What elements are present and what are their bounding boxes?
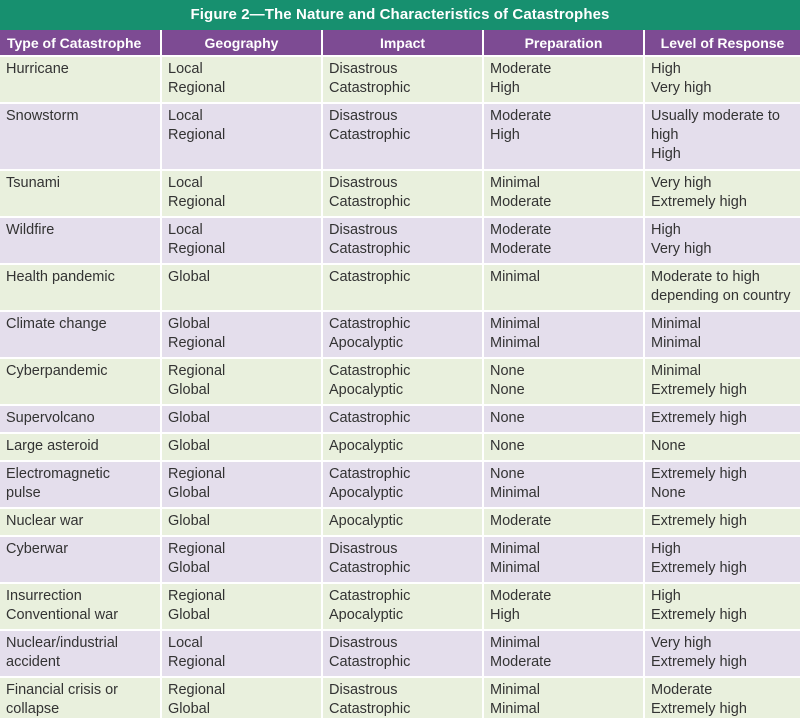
cell-line: Cyberwar [6, 541, 69, 557]
cell-level-of-response [644, 461, 800, 508]
cell-line: Global [168, 438, 210, 454]
cell-line: Disastrous [329, 175, 398, 191]
cell-level-of-response [644, 508, 800, 536]
cell-impact [322, 103, 483, 170]
cell-type [0, 536, 161, 583]
cell-impact [322, 630, 483, 677]
cell-line: High [490, 127, 520, 143]
cell-level-of-response [644, 536, 800, 583]
cell-line: Regional [168, 127, 226, 143]
cell-line: Apocalyptic [329, 513, 404, 529]
cell-line: High [651, 541, 681, 557]
cell-line: Catastrophic [329, 194, 411, 210]
header-preparation: Preparation [483, 30, 644, 56]
cell-level-of-response [644, 630, 800, 677]
cell-geography [161, 583, 322, 630]
cell-preparation [483, 461, 644, 508]
cell-level-of-response [644, 217, 800, 264]
cell-line: None [490, 363, 525, 379]
cell-line: Wildfire [6, 222, 55, 238]
table-body [0, 56, 800, 718]
cell-line: Regional [168, 541, 226, 557]
cell-type [0, 170, 161, 217]
cell-geography [161, 677, 322, 718]
cell-line: Global [168, 560, 210, 576]
cell-impact [322, 536, 483, 583]
cell-impact [322, 170, 483, 217]
cell-line: Regional [168, 682, 226, 698]
cell-level-of-response [644, 311, 800, 358]
cell-impact [322, 311, 483, 358]
cell-line: Catastrophic [329, 466, 411, 482]
cell-line: Minimal [490, 269, 540, 285]
table-row [0, 405, 800, 433]
cell-line: accident [6, 654, 61, 670]
cell-line: Apocalyptic [329, 382, 404, 398]
cell-line: Cyberpandemic [6, 363, 108, 379]
table-row [0, 433, 800, 461]
cell-preparation [483, 170, 644, 217]
cell-line: Financial crisis or [6, 682, 118, 698]
cell-line: Regional [168, 588, 226, 604]
cell-line: Moderate [490, 194, 552, 210]
table-row [0, 217, 800, 264]
cell-line: Climate change [6, 316, 107, 332]
figure-title: Figure 2—The Nature and Characteristics of Catastrophes [0, 0, 800, 30]
cell-impact [322, 358, 483, 405]
cell-line: Regional [168, 335, 226, 351]
cell-line: None [651, 438, 686, 454]
cell-type [0, 433, 161, 461]
cell-line: None [490, 382, 525, 398]
cell-geography [161, 358, 322, 405]
cell-line: pulse [6, 485, 41, 501]
table-row [0, 536, 800, 583]
cell-type [0, 56, 161, 103]
cell-line: Very high [651, 80, 712, 96]
cell-preparation [483, 536, 644, 583]
cell-line: Global [168, 269, 210, 285]
cell-line: Disastrous [329, 108, 398, 124]
cell-line: Moderate [490, 513, 552, 529]
cell-line: Global [168, 485, 210, 501]
cell-line: Apocalyptic [329, 607, 404, 623]
cell-line: Moderate [490, 654, 552, 670]
cell-line: Minimal [490, 560, 540, 576]
cell-line: High [651, 61, 681, 77]
cell-geography [161, 536, 322, 583]
cell-type [0, 405, 161, 433]
table-row [0, 56, 800, 103]
header-type: Type of Catastrophe [0, 30, 161, 56]
cell-line: Global [168, 316, 210, 332]
cell-level-of-response [644, 103, 800, 170]
cell-level-of-response [644, 433, 800, 461]
cell-line: Very high [651, 635, 712, 651]
cell-geography [161, 508, 322, 536]
cell-preparation [483, 630, 644, 677]
cell-line: Moderate [490, 241, 552, 257]
table-row [0, 508, 800, 536]
cell-impact [322, 433, 483, 461]
cell-type [0, 677, 161, 718]
cell-line: Very high [651, 175, 712, 191]
cell-preparation [483, 311, 644, 358]
cell-line: Snowstorm [6, 108, 79, 124]
cell-preparation [483, 405, 644, 433]
cell-line: Catastrophic [329, 654, 411, 670]
header-row [0, 30, 800, 56]
cell-line: Nuclear/industrial [6, 635, 119, 651]
cell-line: Minimal [490, 701, 540, 717]
cell-preparation [483, 264, 644, 311]
table-row [0, 583, 800, 630]
cell-line: Regional [168, 194, 226, 210]
cell-line: High [651, 146, 681, 162]
cell-line: Minimal [490, 635, 540, 651]
cell-line: Extremely high [651, 701, 747, 717]
cell-line: Local [168, 635, 203, 651]
cell-line: Global [168, 607, 210, 623]
cell-line: Regional [168, 363, 226, 379]
cell-line: Apocalyptic [329, 438, 404, 454]
cell-line: Local [168, 61, 203, 77]
cell-level-of-response [644, 56, 800, 103]
cell-line: Catastrophic [329, 241, 411, 257]
cell-line: high [651, 127, 679, 143]
table-row [0, 170, 800, 217]
cell-line: Regional [168, 80, 226, 96]
cell-impact [322, 583, 483, 630]
cell-geography [161, 103, 322, 170]
cell-line: Catastrophic [329, 316, 411, 332]
cell-line: Catastrophic [329, 701, 411, 717]
cell-type [0, 264, 161, 311]
cell-line: Extremely high [651, 513, 747, 529]
cell-geography [161, 433, 322, 461]
cell-impact [322, 677, 483, 718]
cell-line: Extremely high [651, 607, 747, 623]
header-level-of-response: Level of Response [644, 30, 800, 56]
cell-line: Catastrophic [329, 269, 411, 285]
cell-impact [322, 405, 483, 433]
cell-line: Conventional war [6, 607, 119, 623]
cell-line: Catastrophic [329, 588, 411, 604]
cell-line: Minimal [490, 335, 540, 351]
cell-line: Extremely high [651, 654, 747, 670]
cell-impact [322, 508, 483, 536]
cell-preparation [483, 103, 644, 170]
cell-preparation [483, 358, 644, 405]
cell-line: Insurrection [6, 588, 82, 604]
cell-line: Large asteroid [6, 438, 99, 454]
cell-level-of-response [644, 358, 800, 405]
catastrophe-table [0, 30, 800, 718]
cell-type [0, 103, 161, 170]
cell-type [0, 583, 161, 630]
cell-line: Disastrous [329, 61, 398, 77]
cell-line: Extremely high [651, 382, 747, 398]
cell-line: Local [168, 222, 203, 238]
cell-line: Minimal [490, 541, 540, 557]
cell-preparation [483, 433, 644, 461]
cell-type [0, 358, 161, 405]
cell-preparation [483, 508, 644, 536]
cell-type [0, 217, 161, 264]
cell-line: depending on country [651, 288, 791, 304]
table-row [0, 630, 800, 677]
cell-line: High [651, 588, 681, 604]
table-row [0, 311, 800, 358]
cell-line: Catastrophic [329, 127, 411, 143]
cell-line: None [490, 438, 525, 454]
cell-type [0, 508, 161, 536]
cell-level-of-response [644, 170, 800, 217]
cell-geography [161, 170, 322, 217]
cell-line: Disastrous [329, 541, 398, 557]
cell-line: Moderate [490, 108, 552, 124]
cell-line: Minimal [490, 316, 540, 332]
cell-line: Local [168, 175, 203, 191]
cell-line: Usually moderate to [651, 108, 780, 124]
cell-level-of-response [644, 583, 800, 630]
cell-line: Moderate to high [651, 269, 760, 285]
cell-line: Extremely high [651, 560, 747, 576]
cell-line: Extremely high [651, 194, 747, 210]
cell-geography [161, 461, 322, 508]
cell-preparation [483, 217, 644, 264]
cell-line: High [490, 607, 520, 623]
cell-line: High [490, 80, 520, 96]
cell-line: Moderate [651, 682, 713, 698]
cell-line: None [490, 410, 525, 426]
cell-line: Moderate [490, 61, 552, 77]
cell-line: Global [168, 410, 210, 426]
table-row [0, 103, 800, 170]
cell-impact [322, 217, 483, 264]
header-impact: Impact [322, 30, 483, 56]
cell-preparation [483, 56, 644, 103]
cell-line: Minimal [651, 363, 701, 379]
cell-line: Regional [168, 654, 226, 670]
cell-preparation [483, 677, 644, 718]
cell-line: Nuclear war [6, 513, 84, 529]
cell-line: Very high [651, 241, 712, 257]
cell-line: Global [168, 701, 210, 717]
cell-line: Regional [168, 241, 226, 257]
cell-line: Catastrophic [329, 80, 411, 96]
cell-line: Minimal [651, 316, 701, 332]
cell-line: Local [168, 108, 203, 124]
cell-line: Minimal [651, 335, 701, 351]
cell-level-of-response [644, 677, 800, 718]
cell-line: Catastrophic [329, 560, 411, 576]
header-geography: Geography [161, 30, 322, 56]
cell-level-of-response [644, 405, 800, 433]
cell-line: Electromagnetic [6, 466, 110, 482]
cell-line: None [651, 485, 686, 501]
cell-line: Global [168, 382, 210, 398]
cell-line: Apocalyptic [329, 335, 404, 351]
cell-line: Minimal [490, 682, 540, 698]
cell-geography [161, 264, 322, 311]
cell-geography [161, 630, 322, 677]
cell-line: Moderate [490, 588, 552, 604]
cell-line: Extremely high [651, 466, 747, 482]
cell-line: Global [168, 513, 210, 529]
cell-level-of-response [644, 264, 800, 311]
cell-line: Catastrophic [329, 410, 411, 426]
cell-type [0, 461, 161, 508]
cell-line: Disastrous [329, 682, 398, 698]
cell-line: Tsunami [6, 175, 60, 191]
cell-line: High [651, 222, 681, 238]
cell-line: Extremely high [651, 410, 747, 426]
cell-type [0, 630, 161, 677]
table-row [0, 677, 800, 718]
cell-line: Apocalyptic [329, 485, 404, 501]
cell-line: collapse [6, 701, 60, 717]
cell-preparation [483, 583, 644, 630]
cell-line: Hurricane [6, 61, 69, 77]
cell-line: Health pandemic [6, 269, 115, 285]
cell-line: Disastrous [329, 222, 398, 238]
cell-impact [322, 56, 483, 103]
cell-line: Regional [168, 466, 226, 482]
cell-type [0, 311, 161, 358]
cell-geography [161, 311, 322, 358]
cell-line: Catastrophic [329, 363, 411, 379]
cell-line: Minimal [490, 485, 540, 501]
cell-line: Moderate [490, 222, 552, 238]
cell-geography [161, 56, 322, 103]
cell-line: Supervolcano [6, 410, 95, 426]
table-row [0, 358, 800, 405]
cell-impact [322, 264, 483, 311]
table-row [0, 461, 800, 508]
table-row [0, 264, 800, 311]
cell-impact [322, 461, 483, 508]
cell-line: Minimal [490, 175, 540, 191]
cell-line: Disastrous [329, 635, 398, 651]
cell-geography [161, 217, 322, 264]
cell-line: None [490, 466, 525, 482]
cell-geography [161, 405, 322, 433]
